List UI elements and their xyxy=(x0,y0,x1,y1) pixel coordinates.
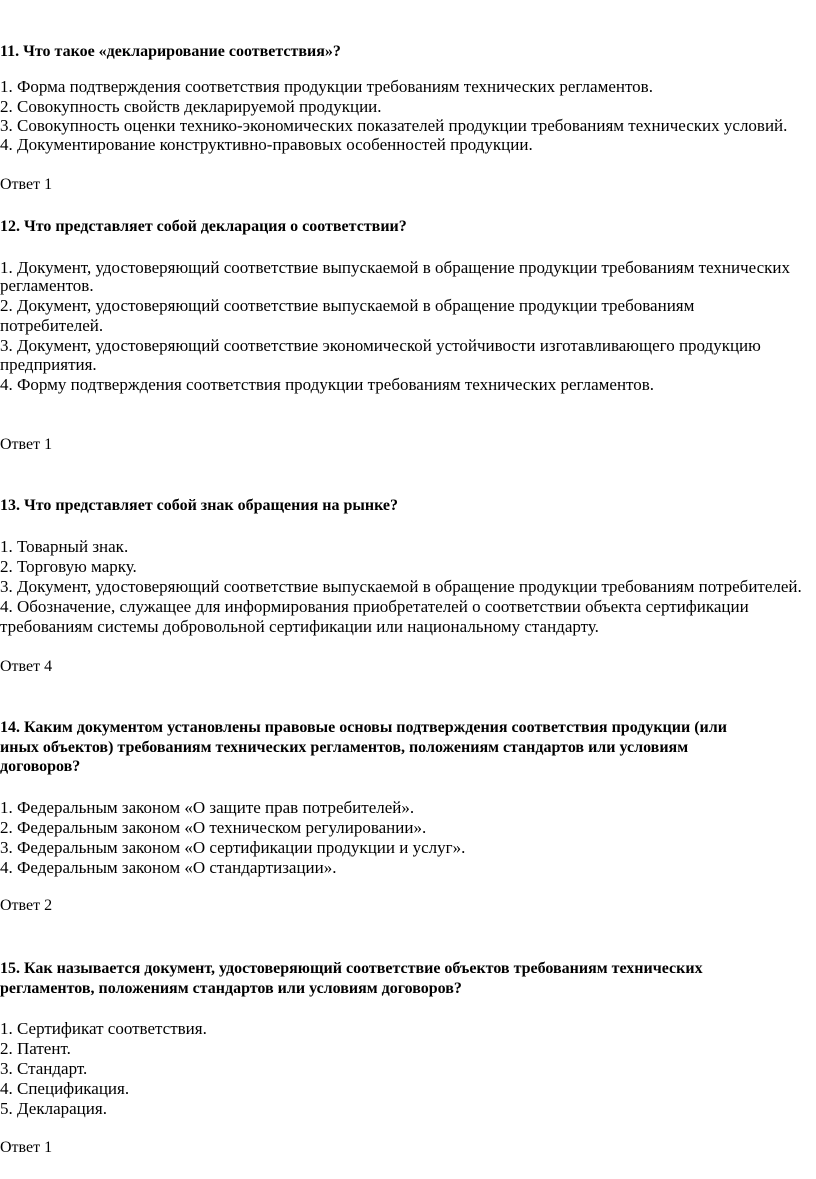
question-title: иных объектов) требованиям технических регламентов, положениям стандартов или условиям xyxy=(0,739,689,756)
answer-option: 3. Стандарт. xyxy=(0,1059,88,1078)
answer-option: 4. Форму подтверждения соответствия продукции требованиям технических регламентов. xyxy=(0,375,655,394)
answer-option: 3. Документ, удостоверяющий соответствие экономической устойчивости изготавливающего продукцию xyxy=(0,336,761,355)
question-title: 14. Каким документом установлены правовые основы подтверждения соответствия продукции (или xyxy=(0,719,727,736)
answer-option: 5. Декларация. xyxy=(0,1099,107,1118)
question-title: регламентов, положениям стандартов или условиям договоров? xyxy=(0,980,462,997)
answer-option: 1. Форма подтверждения соответствия продукции требованиям технических регламентов. xyxy=(0,77,653,96)
answer-option: 3. Документ, удостоверяющий соответствие выпускаемой в обращение продукции требованиям потребителей. xyxy=(0,577,802,596)
answer-option: 1. Сертификат соответствия. xyxy=(0,1019,207,1038)
answer-option: 4. Обозначение, служащее для информирования приобретателей о соответствии объекта сертификации xyxy=(0,597,749,616)
answer-option: 4. Федеральным законом «О стандартизации». xyxy=(0,858,337,877)
answer-option: потребителей. xyxy=(0,316,104,335)
answer-key: Ответ 1 xyxy=(0,436,53,453)
answer-option: 2. Патент. xyxy=(0,1039,71,1058)
answer-option: требованиям системы добровольной сертификации или национальному стандарту. xyxy=(0,617,599,636)
answer-option: 2. Совокупность свойств декларируемой продукции. xyxy=(0,97,382,116)
question-title: 13. Что представляет собой знак обращения на рынке? xyxy=(0,497,398,514)
answer-key: Ответ 1 xyxy=(0,176,53,193)
question-title: 11. Что такое «декларирование соответствия»? xyxy=(0,43,341,60)
answer-option: 4. Спецификация. xyxy=(0,1079,130,1098)
question-title: договоров? xyxy=(0,758,81,775)
answer-key: Ответ 4 xyxy=(0,658,53,675)
answer-option: 2. Федеральным законом «О техническом регулировании». xyxy=(0,818,427,837)
answer-option: 3. Федеральным законом «О сертификации продукции и услуг». xyxy=(0,838,466,857)
answer-option: 2. Документ, удостоверяющий соответствие выпускаемой в обращение продукции требованиям xyxy=(0,296,695,315)
answer-option: 4. Документирование конструктивно-правовых особенностей продукции. xyxy=(0,135,533,154)
answer-option: предприятия. xyxy=(0,355,97,374)
answer-option: регламентов. xyxy=(0,276,94,295)
question-title: 15. Как называется документ, удостоверяющий соответствие объектов требованиям технических xyxy=(0,960,703,977)
question-title: 12. Что представляет собой декларация о соответствии? xyxy=(0,218,407,235)
answer-option: 1. Документ, удостоверяющий соответствие выпускаемой в обращение продукции требованиям технических xyxy=(0,258,790,277)
answer-key: Ответ 2 xyxy=(0,897,53,914)
answer-option: 1. Товарный знак. xyxy=(0,537,129,556)
answer-key: Ответ 1 xyxy=(0,1139,53,1156)
answer-option: 1. Федеральным законом «О защите прав потребителей». xyxy=(0,798,415,817)
answer-option: 2. Торговую марку. xyxy=(0,557,137,576)
answer-option: 3. Совокупность оценки технико-экономических показателей продукции требованиям технических условий. xyxy=(0,116,788,135)
